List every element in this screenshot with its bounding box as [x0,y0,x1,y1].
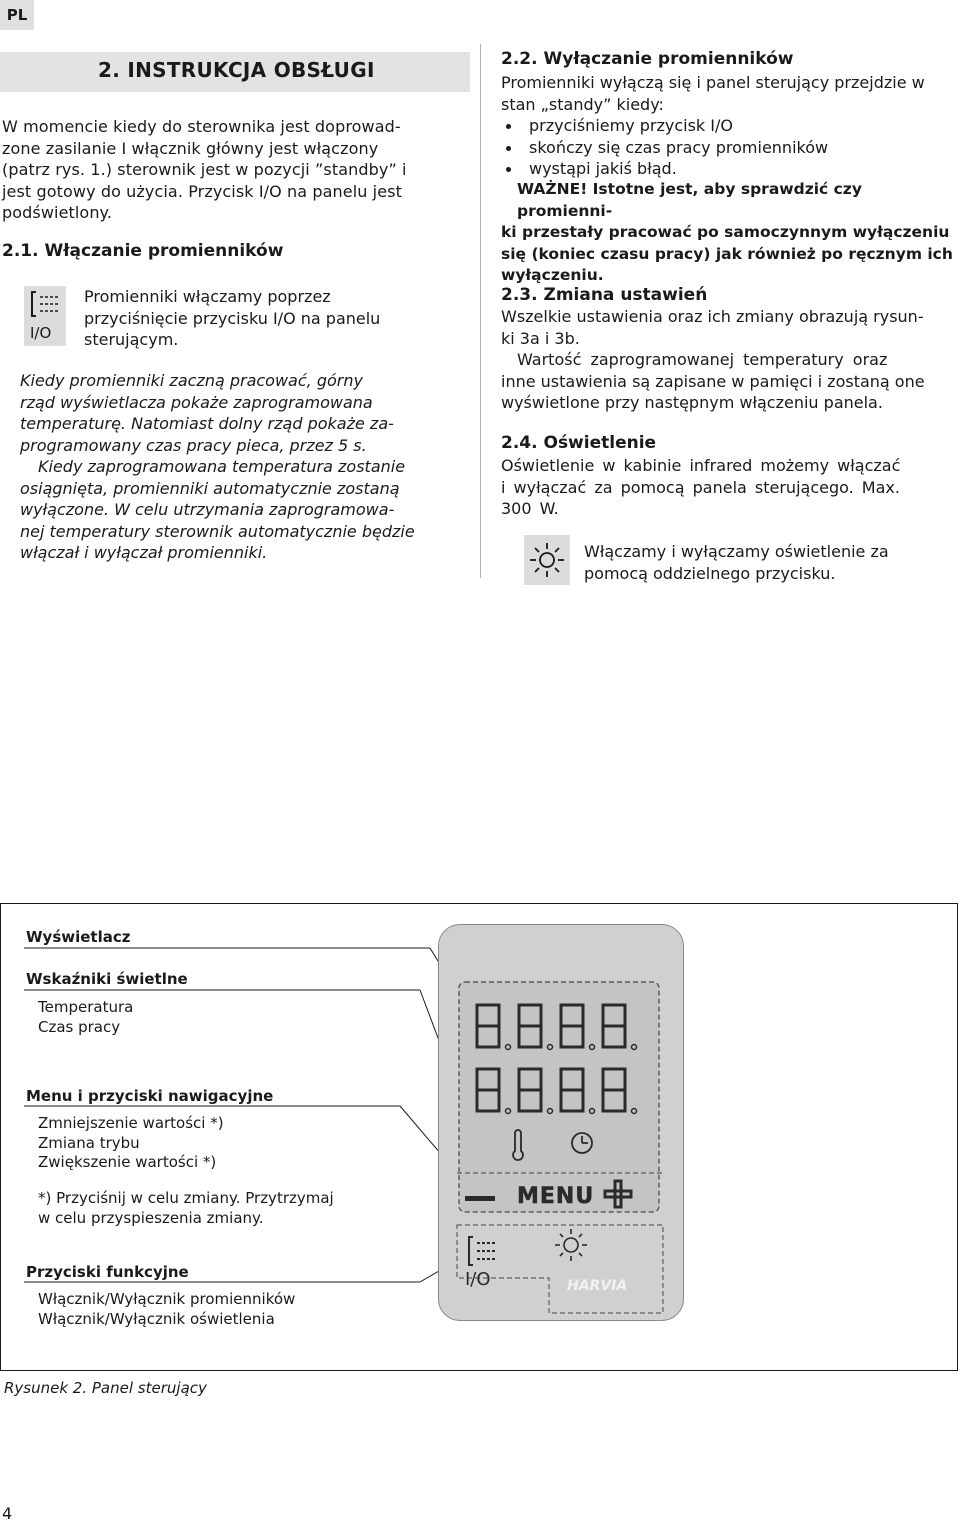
io-icon-label: I/O [30,324,52,342]
s22-bullet-list [501,115,956,180]
light-line: pomocą oddzielnego przycisku. [584,563,836,583]
italic-line: temperaturę. Natomiast dolny rząd pokaże za- [20,414,394,433]
s21-line: przyciśnięcie przycisku I/O na panelu [84,308,381,328]
s22-intro-line: stan „standy” kiedy: [501,94,664,114]
important-note [501,179,959,287]
light-text [584,541,954,584]
light-line: Włączamy i wyłączamy oświetlenie za [584,542,889,561]
brand-logo: HARVIA [567,1278,628,1294]
s21-line: sterującym. [84,330,179,349]
io-heater-icon [24,286,66,346]
menu-note-line: *) Przyciśnij w celu zmiany. Przytrzymaj [38,1189,334,1207]
light-icon [524,535,570,585]
italic-line: osiągnięta, promienniki automatycznie zostaną [20,478,400,498]
light-icon-box [524,535,570,585]
s22-intro [501,72,956,115]
intro-line: podświetlony. [2,203,113,222]
s23-line: Wszelkie ustawienia oraz ich zmiany obrazują rysun- [501,307,924,326]
italic-line: włączał i wyłączał promienniki. [20,543,268,562]
intro-line: jest gotowy do użycia. Przycisk I/O na panelu jest [2,181,402,201]
panel-io-label: I/O [465,1269,491,1290]
function-item: Włącznik/Wyłącznik oświetlenia [38,1309,275,1328]
list-item: skończy się czas pracy promienników [501,137,956,159]
s24-text [501,455,959,520]
italic-paragraph-1 [20,370,465,456]
intro-line: (patrz rys. 1.) sterownik jest w pozycji ”standby” i [2,160,407,179]
s22-intro-line: Promienniki wyłączą się i panel sterujący przejdzie w [501,73,925,92]
s24-heading: 2.4. Oświetlenie [501,433,657,453]
italic-paragraph-2 [20,456,465,564]
section-title: 2. INSTRUKCJA OBSŁUGI [98,58,375,82]
section-title-bar [0,52,470,92]
page-number: 4 [2,1504,13,1523]
menu-item: Zwiększenie wartości *) [38,1153,217,1171]
menu-items [38,1114,224,1173]
important-line: się (koniec czasu pracy) jak również po ręcznym ich [501,244,953,263]
menu-item: Zmniejszenie wartości *) [38,1114,224,1132]
s24-line: Oświetlenie w kabinie infrared możemy włączać [501,456,901,475]
s21-line: Promienniki włączamy poprzez [84,287,331,306]
indicator-item: Czas pracy [38,1017,121,1036]
intro-line: W momencie kiedy do sterownika jest doprowad- [2,117,401,136]
intro-line: zone zasilanie I włącznik główny jest włączony [2,138,379,158]
column-divider [480,44,481,578]
function-items [38,1290,295,1329]
s23-line: Wartość zaprogramowanej temperatury oraz [517,350,888,369]
important-line: ki przestały pracować po samoczynnym wyłączeniu [501,223,950,241]
italic-line: Kiedy promienniki zaczną pracować, górny [20,371,363,390]
list-item: wystąpi jakiś błąd. [501,158,956,180]
s23-text [501,306,959,414]
menu-item: Zmiana trybu [38,1133,140,1152]
s24-line: 300 W. [501,499,559,518]
list-item: przyciśniemy przycisk I/O [501,115,956,137]
indicators-items [38,998,133,1037]
s22-heading: 2.2. Wyłączanie promienników [501,49,794,69]
italic-line: programowany czas pracy pieca, przez 5 s. [20,435,367,455]
s23-line: wyświetlone przy następnym włączeniu panela. [501,393,883,412]
s23-line: ki 3a i 3b. [501,328,580,348]
important-line: WAŻNE! Istotne jest, aby sprawdzić czy promienni- [517,180,862,220]
function-item: Włącznik/Wyłącznik promienników [38,1290,296,1308]
menu-button: MENU [517,1184,595,1209]
control-panel [438,924,684,1321]
italic-line: nej temperatury sterownik automatycznie będzie [20,521,415,541]
menu-note [38,1189,334,1228]
s23-heading: 2.3. Zmiana ustawień [501,285,708,305]
s24-line: i wyłączać za pomocą panela sterującego. Max. [501,477,900,497]
function-label: Przyciski funkcyjne [26,1263,189,1281]
italic-line: wyłączone. W celu utrzymania zaprogramowa- [20,500,395,519]
figure-caption: Rysunek 2. Panel sterujący [4,1379,207,1397]
indicators-label: Wskaźniki świetlne [26,970,188,988]
s21-text [84,286,464,351]
important-line: wyłączeniu. [501,266,604,284]
indicator-item: Temperatura [38,998,134,1016]
menu-note-line: w celu przyspieszenia zmiany. [38,1208,264,1227]
italic-line: Kiedy zaprogramowana temperatura zostanie [38,457,406,476]
s21-heading: 2.1. Włączanie promienników [2,241,284,261]
menu-label: Menu i przyciski nawigacyjne [26,1087,274,1105]
s23-line: inne ustawienia są zapisane w pamięci i zostaną one [501,371,925,391]
intro-paragraph [2,116,462,224]
language-tab: PL [0,0,34,30]
display-label: Wyświetlacz [26,928,131,946]
control-panel-drawing [439,925,683,1320]
italic-line: rząd wyświetlacza pokaże zaprogramowana [20,392,373,412]
